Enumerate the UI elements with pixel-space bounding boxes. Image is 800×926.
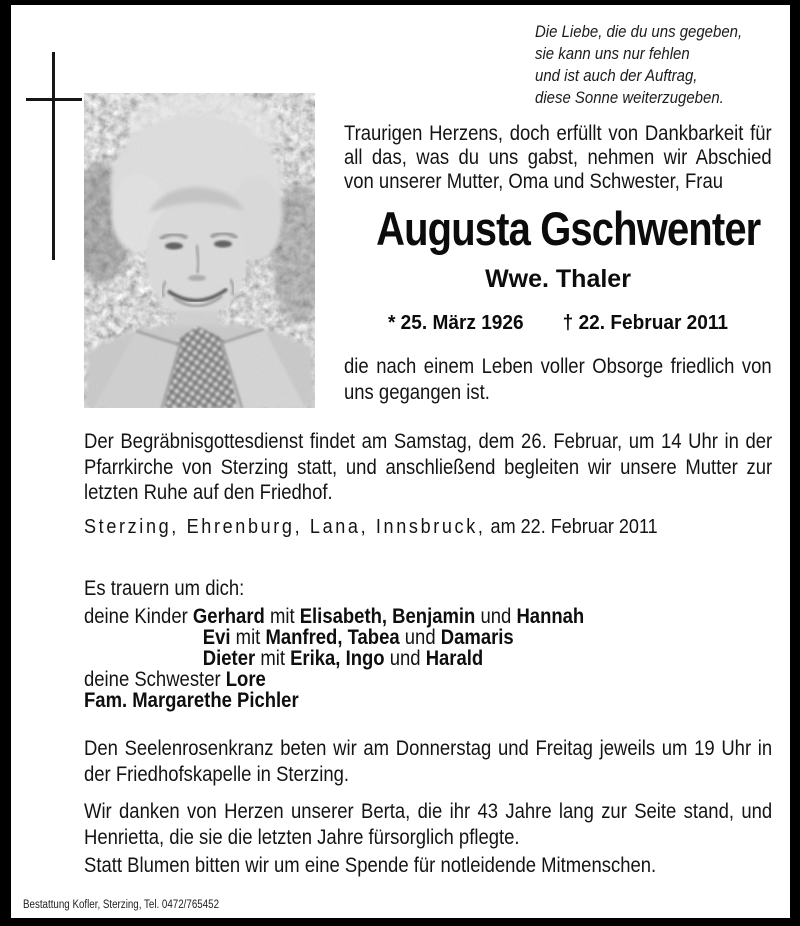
rosary-announcement: Den Seelenrosenkranz beten wir am Donnerstag und Freitag jeweils um 19 Uhr in der Friedhofskapelle in Sterzing. (84, 737, 773, 786)
portrait-photo (84, 93, 315, 408)
mourner-name: Lore (225, 668, 266, 691)
cross-vertical-bar (52, 52, 55, 260)
deceased-name: Augusta Gschwenter (376, 202, 761, 255)
mourner-name: Harald (425, 647, 484, 670)
mourner-name: Gerhard (192, 605, 265, 628)
flowers-donation-text: Statt Blumen bitten wir um eine Spende für notleidende Mitmenschen. (84, 854, 657, 877)
mourners-line-sister (84, 669, 735, 690)
mourners-line-children (203, 627, 735, 648)
connector: und (399, 626, 441, 649)
mourner-name: Fam. Margarethe Pichler (84, 689, 299, 712)
connector: mit (264, 605, 300, 628)
mourning-intro: Es trauern um dich: (84, 577, 245, 600)
obituary-card (11, 5, 790, 918)
mourner-name: Dieter (202, 647, 256, 670)
mourner-name: Elisabeth, Benjamin (299, 605, 476, 628)
places-date-line (84, 515, 735, 539)
connector: und (475, 605, 517, 628)
mourners-line-children (203, 648, 735, 669)
connector: mit (230, 626, 266, 649)
mourners-list (84, 606, 735, 711)
thanks-text: Wir danken von Herzen unserer Berta, die ihr 43 Jahre lang zur Seite stand, und Henrietta, die sie die letzten Jahre fürsorglich pflegte. (84, 800, 773, 849)
life-dates (359, 311, 757, 335)
poem-line: und ist auch der Auftrag, (535, 66, 698, 85)
mourners-line-family (84, 690, 735, 711)
closing-line: die nach einem Leben voller Obsorge friedlich von uns gegangen ist. (344, 355, 772, 404)
mourner-name: Erika, Ingo (290, 647, 385, 670)
poem-line: sie kann uns nur fehlen (535, 44, 690, 63)
widow-name: Wwe. Thaler (485, 265, 631, 293)
mourner-name: Evi (202, 626, 231, 649)
connector: mit (255, 647, 291, 670)
poem-line: diese Sonne weiterzugeben. (535, 88, 724, 107)
memorial-poem (535, 21, 771, 109)
announcement-date: am 22. Februar 2011 (485, 515, 658, 538)
intro-text: Traurigen Herzens, doch erfüllt von Dankbarkeit für all das, was du uns gabst, nehmen wir Abschied von unserer Mutter, Oma und Schwester, Frau (344, 122, 772, 193)
cross-horizontal-bar (26, 98, 82, 101)
funeral-announcement: Der Begräbnisgottesdienst findet am Samstag, dem 26. Februar, um 14 Uhr in der Pfarrkirche von Sterzing statt, und anschließend begleiten wir unsere Mutter zur letzten Ruhe auf den Friedhof. (84, 430, 773, 504)
birth-date: * 25. März 1926 (387, 311, 524, 334)
mourner-name: Hannah (516, 605, 585, 628)
places-list: Sterzing, Ehrenburg, Lana, Innsbruck, (84, 515, 486, 538)
relation-label: deine Schwester (84, 668, 226, 691)
death-date: † 22. Februar 2011 (562, 311, 729, 334)
mourner-name: Manfred, Tabea (265, 626, 400, 649)
mourners-line-children (84, 606, 735, 627)
mourner-name: Damaris (440, 626, 514, 649)
relation-label: deine Kinder (84, 605, 193, 628)
portrait-illustration (84, 93, 315, 408)
poem-line: Die Liebe, die du uns gegeben, (535, 22, 743, 41)
connector: und (384, 647, 426, 670)
funeral-home-footer: Bestattung Kofler, Sterzing, Tel. 0472/765452 (23, 899, 220, 911)
